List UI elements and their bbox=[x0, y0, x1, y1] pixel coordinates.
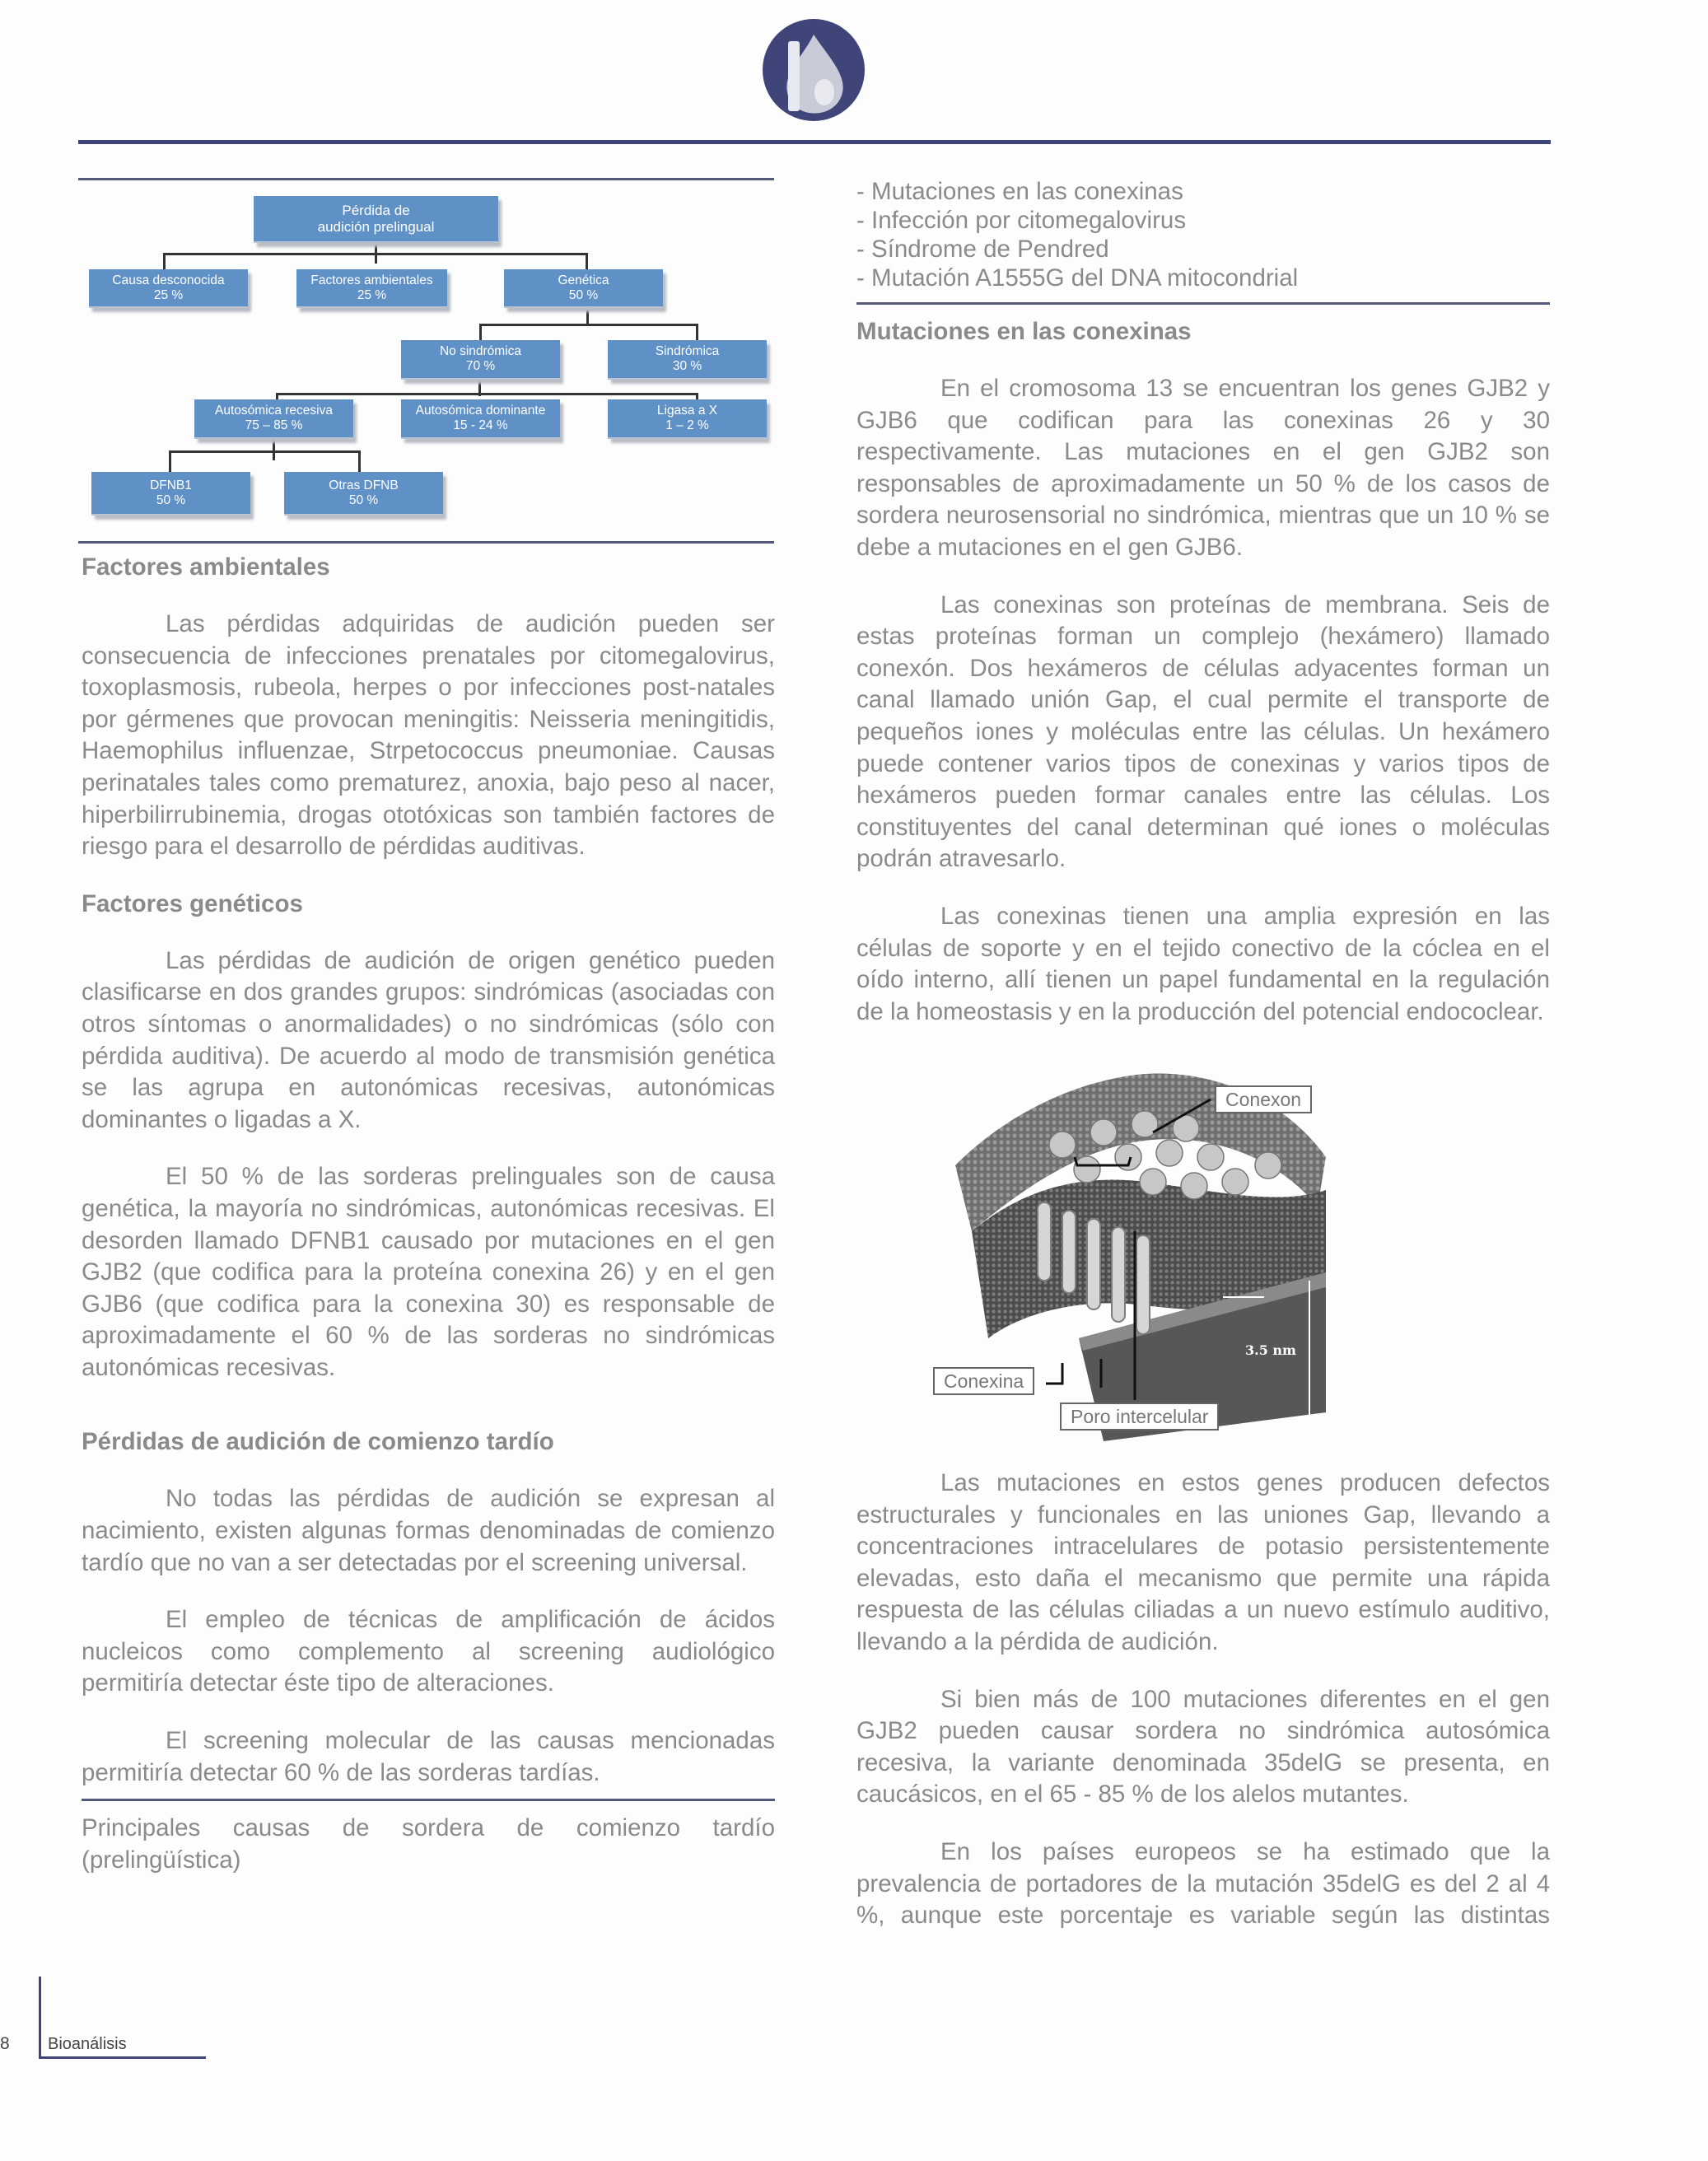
box-top-rule bbox=[82, 1799, 775, 1801]
flowchart-node-syndromic: Sindrómica 30 % bbox=[608, 340, 767, 380]
list-item: - Síndrome de Pendred bbox=[856, 236, 1109, 263]
dimension-small: 3.5 nm bbox=[1245, 1342, 1296, 1358]
causes-list bbox=[856, 177, 1550, 292]
flowchart-node-unknown: Causa desconocida 25 % bbox=[89, 269, 248, 308]
left-column bbox=[82, 539, 775, 1876]
paragraph-environmental: Las pérdidas adquiridas de audición pueden ser consecuencia de infecciones prenatales por citomegalovirus, toxoplasmosis, rubeola, herpes o por infecciones post-natales por gérmenes que provocan meningitis: Neisseria meningitidis, Haemophilus influenzae, Strpetococcus pneumoniae. Causas perinatales tales como prematurez, anoxia, bajo peso al nacer, hiperbilirrubinemia, drogas ototóxicas son también factores de riesgo para el desarrollo de pérdidas auditivas. bbox=[82, 610, 775, 861]
list-item: - Mutaciones en las conexinas bbox=[856, 178, 1183, 205]
flowchart-node-autosomal-recessive: Autosómica recesiva 75 – 85 % bbox=[194, 399, 353, 439]
journal-logo bbox=[752, 16, 875, 124]
label-conexon: Conexon bbox=[1215, 1085, 1312, 1113]
page-number: 8 bbox=[0, 2034, 10, 2053]
dimension-large: 20 nm bbox=[1332, 1357, 1379, 1373]
heading-connexin-mutations: Mutaciones en las conexinas bbox=[856, 318, 1192, 345]
heading-environmental-factors: Factores ambientales bbox=[82, 553, 330, 581]
box-bottom-rule bbox=[856, 302, 1550, 305]
flowchart-node-environmental: Factores ambientales 25 % bbox=[296, 269, 447, 308]
paragraph-connexin-1: En el cromosoma 13 se encuentran los genes GJB2 y GJB6 que codifican para las conexinas 26 y 30 respectivamente. Las mutaciones en el gen GJB2 son responsables de aproximadamente un 50 % de los casos de sordera neurosensorial no sindrómica, mientras que un 10 % se debe a mutaciones en el gen GJB6. bbox=[856, 375, 1550, 561]
right-column bbox=[856, 177, 1550, 1053]
gap-junction-figure bbox=[939, 1066, 1408, 1441]
header-rule bbox=[78, 140, 1551, 144]
flowchart-node-x-linked: Ligasa a X 1 – 2 % bbox=[608, 399, 767, 439]
flowchart-node-non-syndromic: No sindrómica 70 % bbox=[401, 340, 560, 380]
flowchart-node-genetic: Genética 50 % bbox=[504, 269, 663, 308]
list-item: - Mutación A1555G del DNA mitocondrial bbox=[856, 264, 1299, 292]
paragraph-late-onset-1: No todas las pérdidas de audición se expresan al nacimiento, existen algunas formas denominadas de comienzo tardío que no van a ser detectadas por el screening universal. bbox=[82, 1485, 775, 1576]
paragraph-late-onset-2: El empleo de técnicas de amplificación de ácidos nucleicos como complemento al screening audiológico permitiría detectar éste tipo de alteraciones. bbox=[82, 1606, 775, 1697]
list-item: - Infección por citomegalovirus bbox=[856, 207, 1187, 234]
label-intercellular-pore: Poro intercelular bbox=[1060, 1403, 1219, 1431]
footer-vertical-rule bbox=[39, 1977, 41, 2059]
flowchart-node-autosomal-dominant: Autosómica dominante 15 - 24 % bbox=[401, 399, 560, 439]
paragraph-connexin-6: En los países europeos se ha estimado que la prevalencia de portadores de la mutación 35delG es del 2 al 4 %, aunque este porcentaje es variable según las distintas bbox=[856, 1837, 1550, 1930]
hearing-loss-flowchart bbox=[78, 177, 774, 539]
flowchart-node-dfnb1: DFNB1 50 % bbox=[91, 472, 250, 516]
flowchart-node-root: Pérdida de audición prelingual bbox=[254, 196, 498, 243]
paragraph-connexin-4: Las mutaciones en estos genes producen defectos estructurales y funcionales en las uniones Gap, llevando a concentraciones intracelulares de potasio persistentemente elevadas, esto daña el mecanismo que permite una rápida respuesta de las células ciliadas a un nuevo estímulo auditivo, llevando a la pérdida de audición. bbox=[856, 1469, 1550, 1655]
paragraph-genetic-2: El 50 % de las sorderas prelinguales son de causa genética, la mayoría no sindrómicas, autonómicas recesivas. El desorden llamado DFNB1 causado por mutaciones en el gen GJB2 (que codifica para la proteína conexina 26) y en el gen GJB6 (que codifica para la conexina 30) es responsable de aproximadamente el 60 % de las sorderas no sindrómicas autonómicas recesivas. bbox=[82, 1163, 775, 1381]
paragraph-genetic-1: Las pérdidas de audición de origen genético pueden clasificarse en dos grandes grupos: sindrómicas (asociadas con otros síntomas o anormalidades) o no sindrómicas (sólo con pérdida auditiva). De acuerdo al modo de transmisión genética se las agrupa en autonómicas recesivas, autonómicas dominantes o ligadas a X. bbox=[82, 946, 775, 1133]
box-title: Principales causas de sordera de comienzo tardío (prelingüística) bbox=[82, 1814, 775, 1874]
paragraph-late-onset-3: El screening molecular de las causas mencionadas permitiría detectar 60 % de las sorderas tardías. bbox=[82, 1727, 775, 1786]
paragraph-connexin-2: Las conexinas son proteínas de membrana. Seis de estas proteínas forman un complejo (hexámero) llamado conexón. Dos hexámeros de células adyacentes forman un canal llamado unión Gap, el cual permite el transporte de pequeños iones y moléculas entre las células. Un hexámero puede contener varios tipos de conexinas y varios tipos de hexámeros pueden formar canales entre las células. Los constituyentes del canal determinan qué iones o moléculas podrán atravesarlo. bbox=[856, 590, 1550, 873]
label-conexina: Conexina bbox=[933, 1367, 1034, 1395]
heading-late-onset: Pérdidas de audición de comienzo tardío bbox=[82, 1428, 554, 1456]
flowchart-node-other-dfnb: Otras DFNB 50 % bbox=[284, 472, 443, 516]
right-column-bottom bbox=[856, 1468, 1550, 1958]
heading-genetic-factors: Factores genéticos bbox=[82, 889, 303, 917]
paragraph-connexin-5: Si bien más de 100 mutaciones diferentes en el gen GJB2 pueden causar sordera no sindrómica autosómica recesiva, la variante denominada 35delG se presenta, en caucásicos, en el 65 - 85 % de los alelos mutantes. bbox=[856, 1685, 1550, 1809]
paragraph-connexin-3: Las conexinas tienen una amplia expresión en las células de soporte y en el tejido conectivo de la cóclea en el oído interno, allí tienen un papel fundamental en la regulación de la homeostasis y en la producción del potencial endococlear. bbox=[856, 902, 1550, 1025]
footer-horizontal-rule bbox=[39, 2056, 206, 2059]
journal-name: Bioanálisis bbox=[48, 2035, 127, 2053]
